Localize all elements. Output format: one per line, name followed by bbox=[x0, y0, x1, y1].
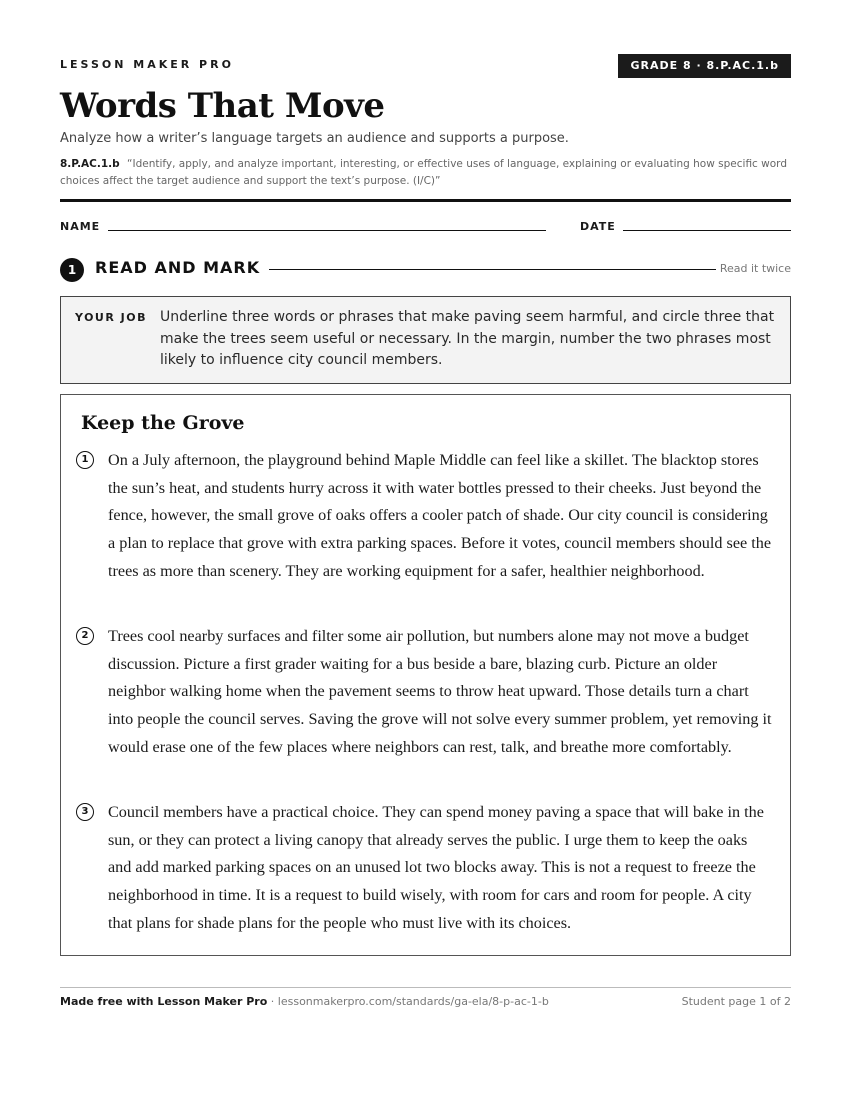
footer-made-with: Made free with Lesson Maker Pro bbox=[60, 995, 268, 1008]
section-number-badge: 1 bbox=[60, 258, 84, 282]
passage-title: Keep the Grove bbox=[81, 412, 245, 434]
page-number: Student page 1 of 2 bbox=[681, 995, 791, 1008]
date-label: DATE bbox=[580, 220, 616, 233]
header-divider bbox=[60, 199, 791, 202]
footer-divider bbox=[60, 987, 791, 988]
reading-passage bbox=[60, 394, 791, 956]
paragraph-number: 2 bbox=[76, 627, 94, 645]
page-subtitle: Analyze how a writer’s language targets an audience and supports a purpose. bbox=[60, 131, 569, 146]
passage-paragraph: Council members have a practical choice. They can spend money paving a space that will bake in the sun, or they can protect a living canopy that already serves the public. I urge them to keep the oaks and add marked parking spaces on an unused lot two blocks away. This is not a request to freeze the neighborhood in time. It is a request to build wisely, with room for cars and room for people. A city that plans for shade plans for the people who must live with its choices. bbox=[108, 803, 764, 932]
section-divider bbox=[269, 269, 716, 270]
section-note: Read it twice bbox=[719, 262, 791, 275]
instructions-box bbox=[60, 296, 791, 384]
footer-url[interactable]: lessonmakerpro.com/standards/ga-ela/8-p-ac-1-b bbox=[277, 995, 549, 1008]
section-title: READ AND MARK bbox=[95, 258, 261, 277]
footer-credit bbox=[60, 995, 549, 1008]
standard-code: 8.P.AC.1.b bbox=[60, 158, 120, 170]
paragraph-number: 3 bbox=[76, 803, 94, 821]
standard-text: “Identify, apply, and analyze important, interesting, or effective uses of language, explaining or evaluating how specific word choices affect the target audience and support the text’s purpose. (I/C)” bbox=[60, 158, 787, 187]
name-field[interactable] bbox=[108, 230, 546, 231]
paragraph-number: 1 bbox=[76, 451, 94, 469]
grade-badge: GRADE 8 · 8.P.AC.1.b bbox=[618, 54, 791, 78]
footer-separator: · bbox=[267, 995, 278, 1008]
brand-name: LESSON MAKER PRO bbox=[60, 58, 234, 71]
standard-description bbox=[60, 156, 791, 190]
name-label: NAME bbox=[60, 220, 101, 233]
passage-paragraph: Trees cool nearby surfaces and filter some air pollution, but numbers alone may not move a budget discussion. Picture a first grader waiting for a bus beside a bare, blazing curb. Picture an older neighbor walking home when the pavement seems to throw heat upward. Those details turn a chart into people the council serves. Saving the grove will not solve every summer problem, yet removing it would erase one of the few places where neighbors can rest, talk, and breathe more comfortably. bbox=[108, 627, 772, 756]
instructions-label: YOUR JOB bbox=[75, 311, 147, 324]
passage-paragraph: On a July afternoon, the playground behind Maple Middle can feel like a skillet. The blacktop stores the sun’s heat, and students hurry across it with water bottles pressed to their cheeks. Just beyond the fence, however, the small grove of oaks offers a cooler patch of shade. Our city council is considering a plan to replace that grove with extra parking spaces. Before it votes, council members should see the trees as more than scenery. They are working equipment for a safer, healthier neighborhood. bbox=[108, 451, 772, 580]
date-field[interactable] bbox=[623, 230, 791, 231]
instructions-text: Underline three words or phrases that make paving seem harmful, and circle three that make the trees seem useful or necessary. In the margin, number the two phrases most likely to influence city council members. bbox=[160, 309, 775, 368]
page-title: Words That Move bbox=[60, 86, 385, 126]
